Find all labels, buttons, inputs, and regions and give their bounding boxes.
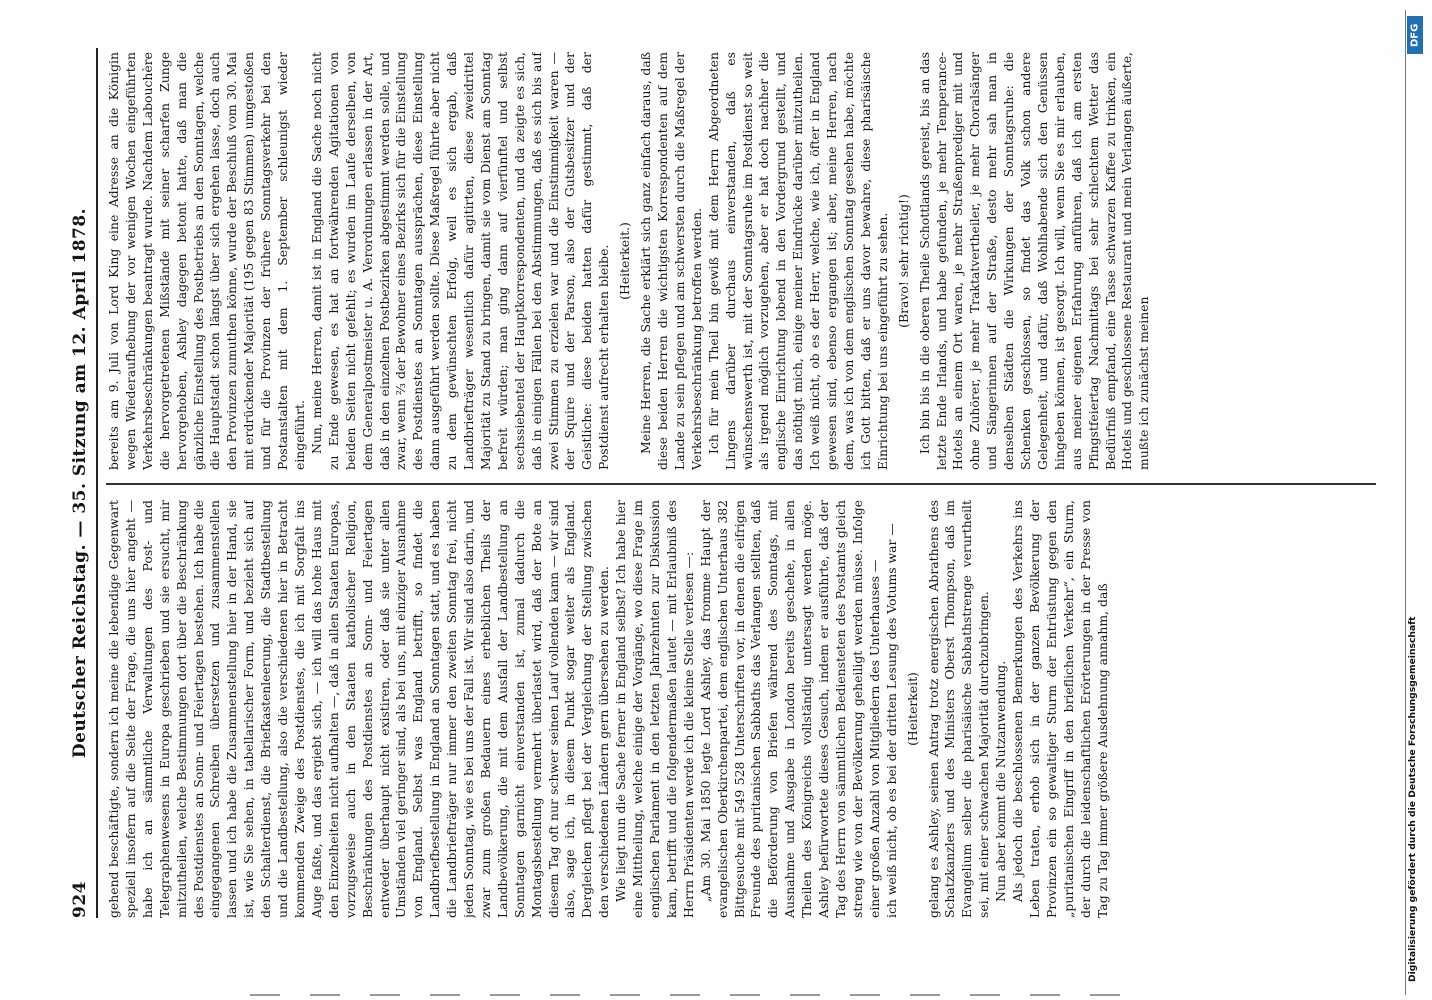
paragraph: Ich bin bis in die oberen Theile Schottlands gereist, bis an das letzte Ende Irlands, und habe gefunden, je mehr Temperance-Hotels an einem Ort waren, je mehr Straßenprediger mit und ohne Zuhörer, je mehr Traktatvertheiler, je mehr Choralsänger und Sängerinnen auf der Straße, desto mehr sah man in denselben Städten die Wirkungen der Sonntagsruhe: die Schenken geschlossen, so findet das Volk schon andere Gelegenheit, und dafür, daß Wohlhabende sich den Genüssen hingeben können, ist gesorgt. Ich will, wenn Sie es mir erlauben, aus meiner eigenen Erfahrung anführen, daß ich am ersten Pfingstfeiertag Nachmittags bei sehr schlechtem Wetter das Bedürfniß empfand, eine Tasse schwarzen Kaffee zu trinken, ein Hotels und geschlossene Restaurant und mein Verlangen äußerte, mußte ich zunächst meinen bbox=[916, 52, 1152, 470]
paragraph: ich weiß nicht, ob es bei der dritten Lesung des Votums war — bbox=[883, 523, 899, 918]
quotation: „Am 30. Mai 1850 legte Lord Ashley, das fromme Haupt der evangelischen Oberkirchenpartei, dem englischen Unterhaus 382 Bittgesuche mit 549 528 Unterschriften vor, in denen die eifrigen Freunde des puritanischen Sabbaths das Verlangen stellten, daß die Beförderung von Briefen während des Sonntags, mit Ausnahme und Ausgabe in London bereits geschehe, in allen Theilen des Königreichs vollständig untersagt werden möge. Ashley befürwortete dieses Gesuch, indem er ausführte, daß der Tag des Herrn von sämmtlichen Bediensteten des Postamts gleich streng wie von der Bevölkerung geheiligt werden müsse. Infolge einer großen Anzahl von Mitgliedern des Unterhauses — bbox=[697, 500, 882, 918]
paragraph: Als jedoch die beschlossenen Bemerkungen des Verkehrs ins Leben traten, erhob sich in der ganzen Bevölkerung der Provinzen ein so gewaltiger Sturm der Entrüstung gegen den „puritanischen Eingriff in den brieflichen Verkehr“, ein Sturm, der durch die leidenschaftlichen Erörterungen in der Presse von Tag zu Tag immer größere Ausdehnung annahm, daß bbox=[1010, 500, 1110, 918]
page-number: 924 bbox=[70, 881, 90, 918]
paragraph: Ich für mein Theil bin gewiß mit dem Herrn Abgeordneten Lingens darüber durchaus einverstanden, daß es wünschenswerth ist, mit der Sonntagsruhe im Postdienst so weit als irgend möglich vorzugehen, aber er hat doch nachher die englische Einrichtung lobend in den Vordergrund gestellt, und das nöthigt mich, einige meiner Eindrücke darüber mitzutheilen. Ich weiß nicht, ob es der Herr, welche, wie ich, öfter in England gewesen sind, ebenso ergangen ist; aber, meine Herren, nach dem, was ich von dem englischen Sonntag gesehen habe, möchte ich Gott bitten, daß er uns davor bewahre, diese pharisäische Einrichtung bei uns eingeführt zu sehen. bbox=[705, 52, 890, 470]
left-column bbox=[106, 500, 1396, 918]
paragraph: bereits am 9. Juli von Lord King eine Adresse an die Königin wegen Wiederaufhebung der vor wenigen Wochen eingeführten Verkehrsbeschränkungen beantragt wurde. Nachdem Labouchère die hervorgetretenen Mißstände mit seiner scharfen Zunge hervorgehoben, Ashley dagegen betont hatte, daß man die gänzliche Einstellung des Postbetriebs an den Sonntagen, welche die Hauptstadt schon längst über sich ergehen lasse, doch auch den Provinzen zumuthen könne, wurde der Beschluß vom 30. Mai mit erdrückender Majorität (195 gegen 83 Stimmen) umgestoßen und für die Provinzen der frühere Sonntagsverkehr bei den Postanstalten mit dem 1. September schleunigst wieder eingeführt. bbox=[106, 52, 307, 470]
rotated-document-page bbox=[66, 48, 1411, 918]
header-rule bbox=[96, 48, 98, 918]
interjection: (Bravo! sehr richtig!) bbox=[895, 194, 911, 328]
paragraph: Wie liegt nun die Sache ferner in England selbst? Ich habe hier eine Mittheilung, welche einige der Vorgänge, wo diese Frage im englischen Parlament in den letzten Jahrzehnten zur Diskussion kam, betrifft und die folgendermaßen lautet — mit Erlaubniß des Herrn Präsidenten werde ich die kleine Stelle verlesen —: bbox=[613, 500, 696, 918]
interjection: (Heiterkeit) bbox=[904, 672, 920, 746]
scan-edge-artifact bbox=[250, 994, 1150, 996]
digitization-credit: Digitalisierung gefördert durch die Deutsche Forschungsgemeinschaft bbox=[1407, 616, 1418, 982]
running-title: Deutscher Reichstag. — 35. Sitzung am 12. April 1878. bbox=[70, 207, 90, 759]
column-divider bbox=[106, 484, 1376, 486]
paragraph: Nun aber kommt die Nutzanwendung. bbox=[993, 660, 1009, 902]
paragraph: gelang es Ashley, seinen Antrag trotz energischen Abrathens des Schatzkanzlers und des Ministers Oberst Thompson, daß im Evangelium selber die pharisäische Sabbathstrenge verurtheilt sei, mit einer schwachen Majorität durchzubringen. bbox=[925, 500, 992, 918]
paragraph: Meine Herren, die Sache erklärt sich ganz einfach daraus, daß diese beiden Herren die wichtigsten Korrespondenten auf dem Lande zu sein pflegen und am schwersten durch die Maßregel der Verkehrsbeschränkung betroffen werden. bbox=[638, 52, 704, 470]
paragraph: gehend beschäftigte, sondern ich meine die lebendige Gegenwart speziell insofern auf die Seite der Frage, die uns hier angeht — habe ich an sämmtliche Verwaltungen des Post- und Telegraphenwesens in Europa geschrieben und sie ersucht, mir mitzutheilen, welche Bestimmungen dort über die Beschränkung des Postdienstes an Sonn- und Feiertagen bestehen. Ich habe die eingegangenen Schreiben übersetzen und zusammenstellen lassen und ich habe die Zusammenstellung hier in der Hand, sie ist, wie Sie sehen, in tabellarischer Form, und bezieht sich auf den Schalterdienst, die Briefkastenleerung, die Stadtbestellung und die Landbestellung, also die verschiedenen hier in Betracht kommenden Zweige des Postdienstes, die ich mit Sorgfalt ins Auge faßte, und das ergiebt sich, — ich will das hohe Haus mit den Einzelheiten nicht aufhalten —, daß in allen Staaten Europas, vorzugsweise auch in den Staaten katholischer Religion, Beschränkungen des Postdienstes an Sonn- und Feiertagen entweder überhaupt nicht existiren, oder daß sie unter allen Umständen viel geringer sind, als bei uns, mit einziger Ausnahme von England. Selbst was England betrifft, so findet die Landbriefbestellung in England an Sonntagen statt, und es haben die Landbriefträger nur immer den zweiten Sonntag frei, nicht jeden Sonntag, wie es bei uns der Fall ist. Wir sind also darin, und zwar zum großen Bedauern eines erheblichen Theils der Landbevölkerung, die mit dem Ausfall der Landbestellung an Sonntagen garnicht einverstanden ist, zumal dadurch die Montagsbestellung vermehrt überlastet wird, daß der Bote an diesem Tag oft nur schwer seinen Lauf vollenden kann — wir sind also, sage ich, in diesem Punkt sogar weiter als England. Dergleichen pflegt bei der Vergleichung der Stellung zwischen den verschiedenen Ländern gern übersehen zu werden. bbox=[106, 500, 612, 918]
paragraph: Nun, meine Herren, damit ist in England die Sache noch nicht zu Ende gewesen, es hat an fortwährenden Agitationen von beiden Seiten nicht gefehlt; es wurden im Laufe derselben, von dem Generalpostmeister u. A. Verordnungen erlassen in der Art, daß in den einzelnen Postbezirken abgestimmt werden solle, und zwar, wenn ⅔ der Bewohner eines Bezirks sich für die Einstellung des Postdienstes an Sonntagen aussprächen, diese Einstellung dann ausgeführt werden sollte. Diese Maßregel führte aber nicht zu dem gewünschten Erfolg, weil es sich ergab, daß Landbriefträger wesentlich dafür agitirten, diese zweidrittel Majorität zu Stand zu bringen, damit sie vom Dienst am Sonntag befreit würden; man ging dann auf vierfünftel und selbst sechssiebentel der Hauptkorrespondenten, und da zeigte es sich, daß in einigen Fällen bei den Abstimmungen, daß es sich bis auf zwei Stimmen zu erzielen war und die Einstimmigkeit waren — der Squire und der Parson, also der Gutsbesitzer und der Geistliche: diese beiden hatten dafür gestimmt, daß der Postdienst aufrecht erhalten bleibe. bbox=[308, 52, 612, 470]
strip-rule bbox=[1405, 10, 1406, 995]
right-column bbox=[106, 52, 1396, 470]
digitization-credit-strip bbox=[1404, 10, 1426, 995]
page-header bbox=[66, 48, 94, 918]
interjection: (Heiterkeit.) bbox=[617, 222, 633, 300]
dfg-logo: DFG bbox=[1407, 16, 1423, 54]
